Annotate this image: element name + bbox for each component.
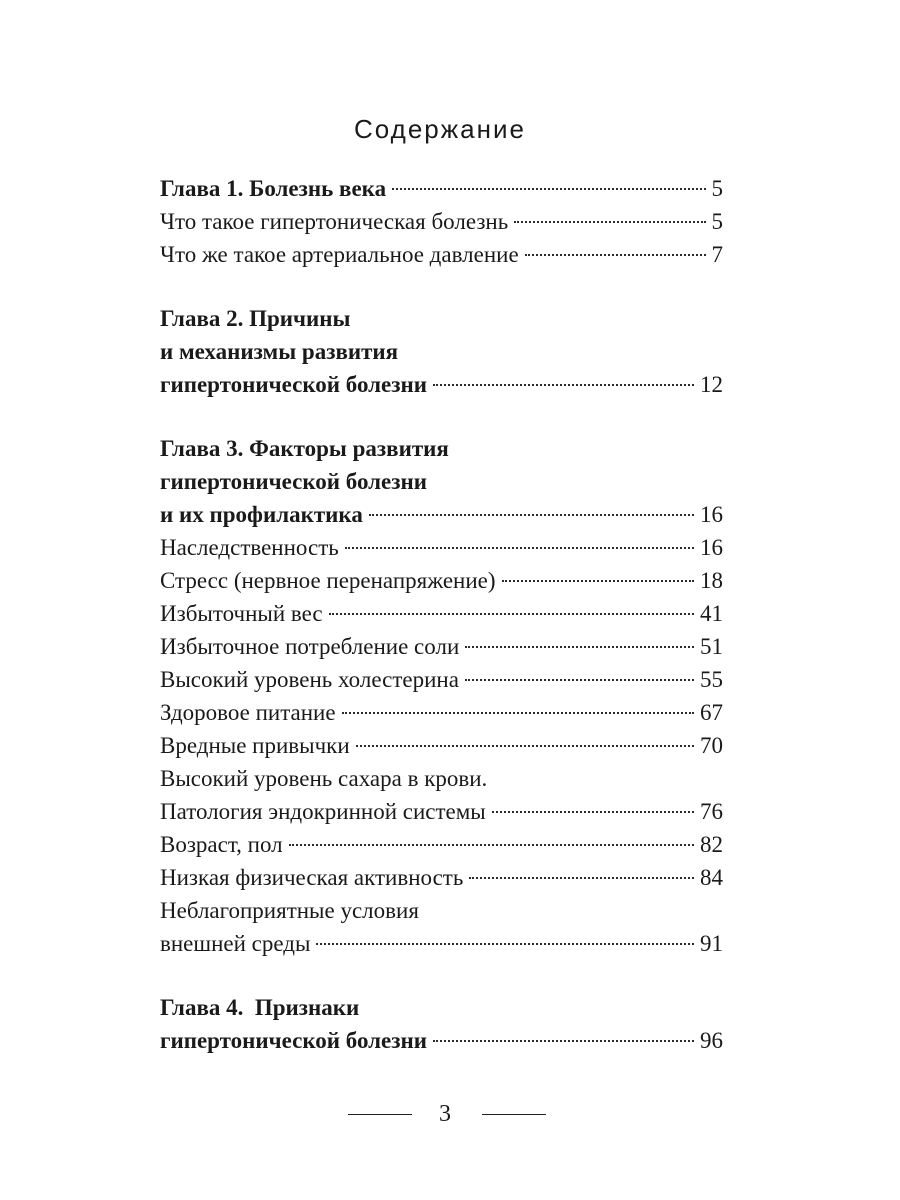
- toc-entry[interactable]: [160, 630, 723, 663]
- dot-leader: [514, 221, 705, 223]
- toc-entry[interactable]: [160, 205, 723, 238]
- entry-page: 5: [711, 176, 723, 201]
- toc-heading-line: [160, 432, 723, 465]
- entry-text: гипертонической болезни: [160, 1028, 428, 1053]
- entry-page: 76: [700, 799, 723, 824]
- dot-leader: [465, 646, 694, 648]
- entry-text: и их профилактика: [160, 502, 363, 527]
- dot-leader: [329, 613, 694, 615]
- entry-page: 55: [700, 667, 723, 692]
- toc-entry[interactable]: [160, 597, 723, 630]
- entry-page: 5: [711, 209, 723, 234]
- entry-page: 16: [700, 502, 723, 527]
- footer-rule-left: [348, 1114, 412, 1115]
- toc-entry[interactable]: [160, 861, 723, 894]
- toc-heading-line: [160, 465, 723, 498]
- toc-entry[interactable]: [160, 795, 723, 828]
- toc-entry-chapter-4[interactable]: [160, 1024, 723, 1057]
- entry-text: Возраст, пол: [160, 832, 283, 857]
- toc-heading-line: [160, 335, 723, 368]
- dot-leader: [433, 384, 694, 386]
- dot-leader: [525, 254, 706, 256]
- dot-leader: [502, 580, 694, 582]
- toc-entry[interactable]: [160, 663, 723, 696]
- toc-entry-chapter-2[interactable]: [160, 368, 723, 401]
- dot-leader: [356, 745, 694, 747]
- entry-text: Высокий уровень холестерина: [160, 667, 459, 692]
- toc-entry[interactable]: [160, 927, 723, 960]
- entry-page: 67: [700, 700, 723, 725]
- footer-rule-right: [482, 1114, 546, 1115]
- toc-entry-line: [160, 894, 723, 927]
- toc-entry[interactable]: [160, 828, 723, 861]
- entry-text: Избыточное потребление соли: [160, 634, 460, 659]
- entry-text: Неблагоприятные условия: [160, 898, 419, 923]
- entry-text: Глава 1. Болезнь века: [160, 176, 387, 201]
- spacer: [160, 960, 723, 991]
- entry-text: Вредные привычки: [160, 733, 350, 758]
- toc-entry-chapter-3[interactable]: [160, 498, 723, 531]
- page-number: 3: [439, 1101, 451, 1127]
- entry-text: Наследственность: [160, 535, 339, 560]
- entry-page: 96: [700, 1028, 723, 1053]
- dot-leader: [316, 943, 694, 945]
- entry-text: Низкая физическая активность: [160, 865, 464, 890]
- toc-entry-chapter-1[interactable]: [160, 172, 723, 205]
- toc-title: Содержание: [354, 114, 526, 144]
- entry-text: Стресс (нервное перенапряжение): [160, 568, 496, 593]
- entry-text: Патология эндокринной системы: [160, 799, 486, 824]
- spacer: [160, 271, 723, 302]
- page-footer: [0, 1096, 900, 1136]
- entry-text: Избыточный вес: [160, 601, 323, 626]
- entry-page: 16: [700, 535, 723, 560]
- entry-page: 91: [700, 931, 723, 956]
- entry-page: 41: [700, 601, 723, 626]
- spacer: [160, 401, 723, 432]
- entry-page: 7: [711, 242, 723, 267]
- entry-text: Здоровое питание: [160, 700, 336, 725]
- toc-entry[interactable]: [160, 729, 723, 762]
- entry-text: Глава 4. Признаки: [160, 995, 360, 1020]
- dot-leader: [369, 514, 694, 516]
- entry-text: Глава 2. Причины: [160, 306, 351, 331]
- entry-text: гипертонической болезни: [160, 372, 428, 397]
- dot-leader: [345, 547, 694, 549]
- toc-heading-line: [160, 302, 723, 335]
- dot-leader: [465, 679, 694, 681]
- entry-page: 12: [700, 372, 723, 397]
- dot-leader: [392, 188, 705, 190]
- entry-text: Что такое гипертоническая болезнь: [160, 209, 509, 234]
- entry-text: и механизмы развития: [160, 339, 399, 364]
- dot-leader: [492, 811, 694, 813]
- dot-leader: [342, 712, 694, 714]
- table-of-contents: [160, 172, 723, 1057]
- toc-heading-line: [160, 991, 723, 1024]
- dot-leader: [289, 844, 694, 846]
- toc-entry[interactable]: [160, 238, 723, 271]
- entry-text: Что же такое артериальное давление: [160, 242, 519, 267]
- entry-page: 70: [700, 733, 723, 758]
- dot-leader: [469, 877, 694, 879]
- entry-text: Глава 3. Факторы развития: [160, 436, 449, 461]
- dot-leader: [433, 1040, 694, 1042]
- toc-entry[interactable]: [160, 564, 723, 597]
- entry-page: 82: [700, 832, 723, 857]
- entry-page: 51: [700, 634, 723, 659]
- toc-entry-line: [160, 762, 723, 795]
- entry-page: 84: [700, 865, 723, 890]
- entry-page: 18: [700, 568, 723, 593]
- entry-text: внешней среды: [160, 931, 311, 956]
- toc-entry[interactable]: [160, 696, 723, 729]
- entry-text: гипертонической болезни: [160, 469, 428, 494]
- toc-entry[interactable]: [160, 531, 723, 564]
- entry-text: Высокий уровень сахара в крови.: [160, 766, 488, 791]
